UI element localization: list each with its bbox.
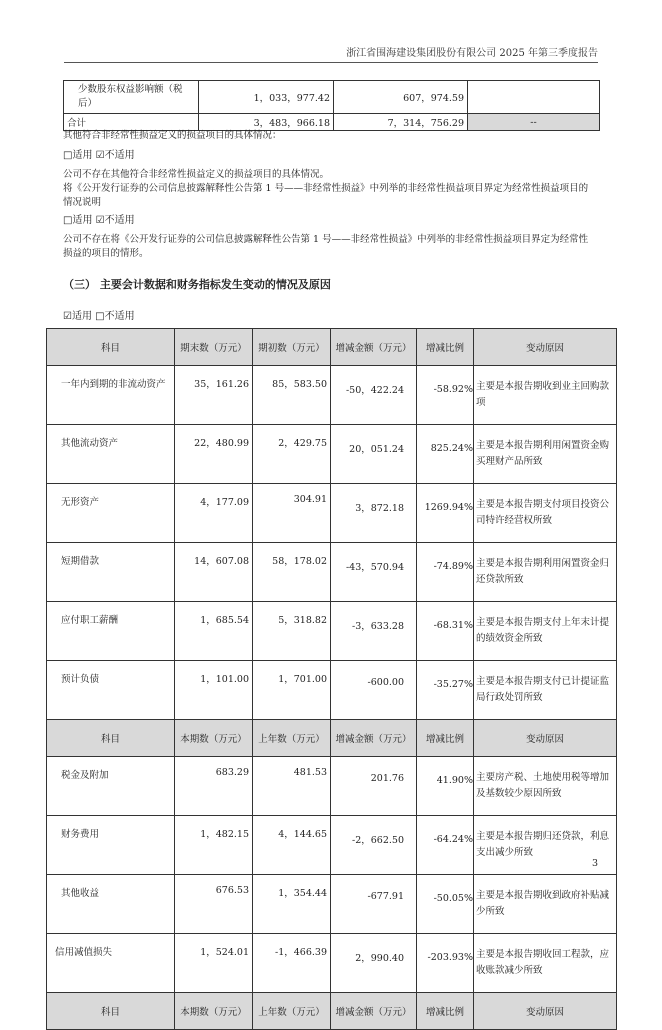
ytd-value: 7，314，756.29 <box>334 114 468 131</box>
value-cell: -600.00 <box>331 661 417 720</box>
header-cell: 增减金额（万元） <box>331 329 417 366</box>
reason-cell: 主要是本报告期支付已计提证监局行政处罚所致 <box>474 661 617 720</box>
value-cell: 683.29 <box>175 757 253 816</box>
table-header-row <box>47 720 617 757</box>
reason-cell: 主要是本报告期归还贷款，利息支出减少所致 <box>474 816 617 875</box>
value-cell: -677.91 <box>331 875 417 934</box>
item-cell: 其他收益 <box>47 875 175 934</box>
header-cell: 上年数（万元） <box>253 993 331 1030</box>
note-cell: -- <box>468 114 600 131</box>
table-row <box>47 425 617 484</box>
value-cell: 35，161.26 <box>175 366 253 425</box>
value-cell: 481.53 <box>253 757 331 816</box>
value-cell: 4，144.65 <box>253 816 331 875</box>
table-header-row <box>47 993 617 1030</box>
item-cell: 短期借款 <box>47 543 175 602</box>
table-row <box>47 934 617 993</box>
header-cell: 变动原因 <box>474 720 617 757</box>
value-cell: 1，482.15 <box>175 816 253 875</box>
value-cell: 1，524.01 <box>175 934 253 993</box>
value-cell: -50，422.24 <box>331 366 417 425</box>
header-cell: 科目 <box>47 329 175 366</box>
item-cell: 信用减值损失 <box>47 934 175 993</box>
ytd-value: 607，974.59 <box>334 81 468 114</box>
table-header-row <box>47 329 617 366</box>
paragraph-no-reclassification: 公司不存在将《公开发行证券的公司信息披露解释性公告第 1 号——非经常性损益》中列举的非经常性损益项目界定为经常性损益的项目的情形。 <box>63 234 589 259</box>
report-header: 浙江省围海建设集团股份有限公司 2025 年第三季度报告 <box>346 48 598 59</box>
item-cell: 预计负债 <box>47 661 175 720</box>
row-label: 合计 <box>64 114 199 131</box>
table-row <box>47 366 617 425</box>
item-cell: 税金及附加 <box>47 757 175 816</box>
table-row <box>47 602 617 661</box>
value-cell: 304.91 <box>253 484 331 543</box>
value-cell: 5，318.82 <box>253 602 331 661</box>
table-row <box>47 661 617 720</box>
header-cell: 增减比例 <box>417 720 474 757</box>
value-cell: -43，570.94 <box>331 543 417 602</box>
table-row-total <box>64 114 600 131</box>
value-cell: 1，101.00 <box>175 661 253 720</box>
table-row <box>47 543 617 602</box>
header-cell: 增减金额（万元） <box>331 993 417 1030</box>
header-cell: 上年数（万元） <box>253 720 331 757</box>
current-value: 3，483，966.18 <box>199 114 334 131</box>
checkbox-applicable-1: □适用 ☑不适用 <box>63 150 135 161</box>
paragraph-other-items: 其他符合非经常性损益定义的损益项目的具体情况： <box>63 130 282 141</box>
table-row <box>64 81 600 114</box>
value-cell: 22，480.99 <box>175 425 253 484</box>
header-cell: 科目 <box>47 993 175 1030</box>
value-cell: 14，607.08 <box>175 543 253 602</box>
value-cell: 58，178.02 <box>253 543 331 602</box>
note-cell <box>468 81 600 114</box>
financial-changes-table <box>46 328 617 1030</box>
value-cell: 1，354.44 <box>253 875 331 934</box>
table-row <box>47 816 617 875</box>
value-cell: 20，051.24 <box>331 425 417 484</box>
reason-cell: 主要房产税、土地使用税等增加及基数较少原因所致 <box>474 757 617 816</box>
ratio-cell: 1269.94% <box>417 484 474 543</box>
header-cell: 增减比例 <box>417 329 474 366</box>
value-cell: 2，990.40 <box>331 934 417 993</box>
paragraph-reclassification: 将《公开发行证券的公司信息披露解释性公告第 1 号——非经常性损益》中列举的非经常性损益项目界定为经常性损益项目的情况说明 <box>63 183 589 208</box>
value-cell: 85，583.50 <box>253 366 331 425</box>
ratio-cell: -203.93% <box>417 934 474 993</box>
header-cell: 期初数（万元） <box>253 329 331 366</box>
item-cell: 财务费用 <box>47 816 175 875</box>
non-recurring-gains-table <box>63 80 600 131</box>
value-cell: 201.76 <box>331 757 417 816</box>
value-cell: 676.53 <box>175 875 253 934</box>
current-value: 1，033，977.42 <box>199 81 334 114</box>
header-cell: 本期数（万元） <box>175 720 253 757</box>
value-cell: 1，701.00 <box>253 661 331 720</box>
item-cell: 无形资产 <box>47 484 175 543</box>
value-cell: 3，872.18 <box>331 484 417 543</box>
reason-cell: 主要是本报告期收到政府补贴减少所致 <box>474 875 617 934</box>
section-title: （三） 主要会计数据和财务指标发生变动的情况及原因 <box>63 278 331 291</box>
item-cell: 其他流动资产 <box>47 425 175 484</box>
header-cell: 变动原因 <box>474 329 617 366</box>
ratio-cell: -74.89% <box>417 543 474 602</box>
value-cell: 2，429.75 <box>253 425 331 484</box>
header-cell: 变动原因 <box>474 993 617 1030</box>
table-row <box>47 875 617 934</box>
header-cell: 科目 <box>47 720 175 757</box>
reason-cell: 主要是本报告期支付上年末计提的绩效资金所致 <box>474 602 617 661</box>
reason-cell: 主要是本报告期利用闲置资金归还贷款所致 <box>474 543 617 602</box>
header-cell: 增减金额（万元） <box>331 720 417 757</box>
value-cell: -1，466.39 <box>253 934 331 993</box>
table-row <box>47 757 617 816</box>
reason-cell: 主要是本报告期支付项目投资公司特许经营权所致 <box>474 484 617 543</box>
header-cell: 期末数（万元） <box>175 329 253 366</box>
ratio-cell: 41.90% <box>417 757 474 816</box>
item-cell: 一年内到期的非流动资产 <box>47 366 175 425</box>
checkbox-applicable-2: □适用 ☑不适用 <box>63 215 135 226</box>
value-cell: 4，177.09 <box>175 484 253 543</box>
ratio-cell: -64.24% <box>417 816 474 875</box>
row-label: 少数股东权益影响额（税后） <box>64 81 199 114</box>
value-cell: -2，662.50 <box>331 816 417 875</box>
value-cell: 1，685.54 <box>175 602 253 661</box>
checkbox-applicable-3: ☑适用 □不适用 <box>63 311 135 322</box>
header-divider <box>64 62 598 63</box>
header-cell: 增减比例 <box>417 993 474 1030</box>
page-number: 3 <box>591 858 598 869</box>
reason-cell: 主要是本报告期利用闲置资金购买理财产品所致 <box>474 425 617 484</box>
ratio-cell: 825.24% <box>417 425 474 484</box>
value-cell: -3，633.28 <box>331 602 417 661</box>
header-cell: 本期数（万元） <box>175 993 253 1030</box>
ratio-cell: -58.92% <box>417 366 474 425</box>
ratio-cell: -68.31% <box>417 602 474 661</box>
table-row <box>47 484 617 543</box>
ratio-cell: -50.05% <box>417 875 474 934</box>
item-cell: 应付职工薪酬 <box>47 602 175 661</box>
ratio-cell: -35.27% <box>417 661 474 720</box>
reason-cell: 主要是本报告期收到业主回购款项 <box>474 366 617 425</box>
paragraph-no-other-items: 公司不存在其他符合非经常性损益定义的损益项目的具体情况。 <box>63 169 330 180</box>
reason-cell: 主要是本报告期收回工程款，应收账款减少所致 <box>474 934 617 993</box>
